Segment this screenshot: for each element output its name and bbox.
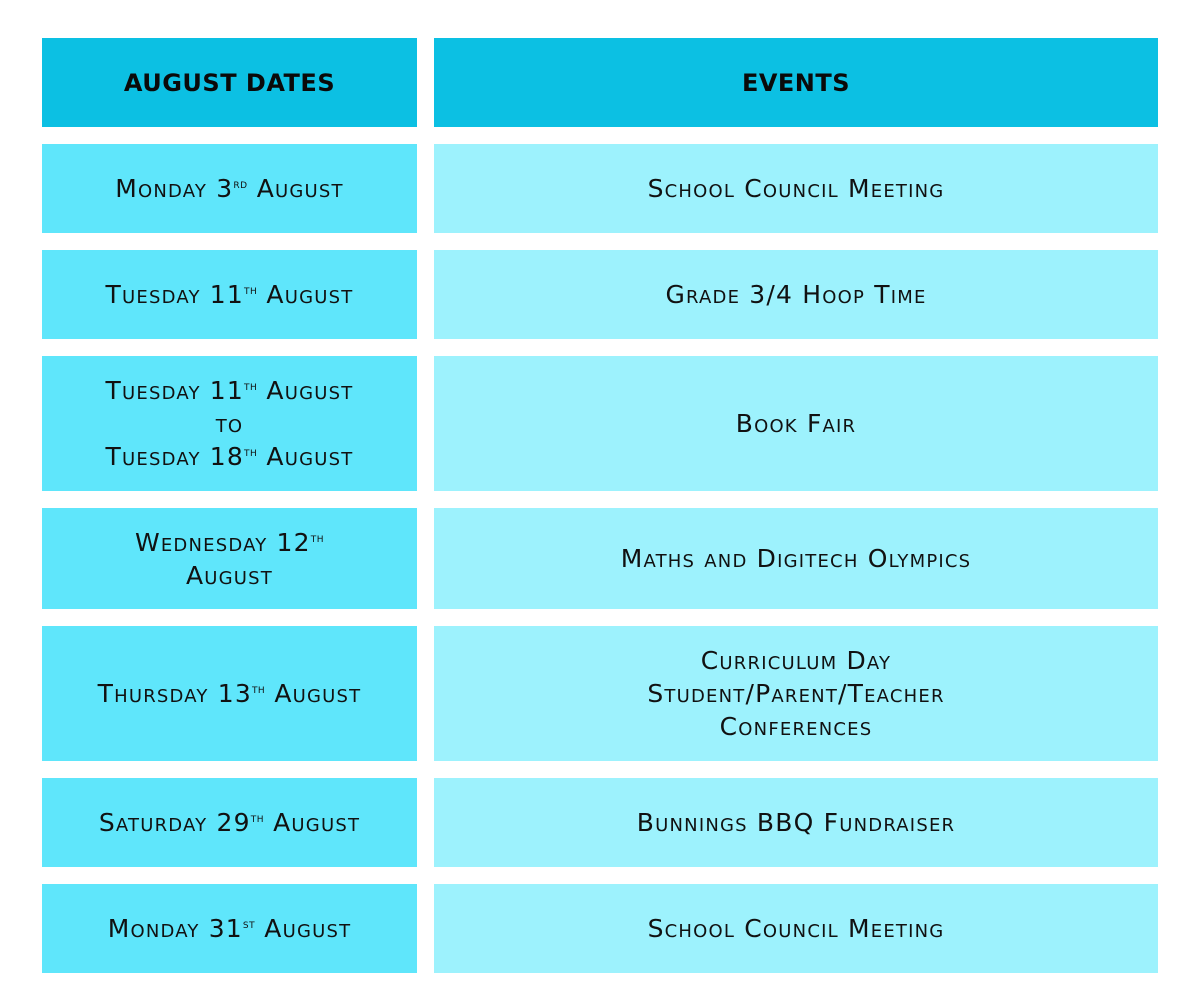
table-row bbox=[42, 626, 1158, 761]
table-header bbox=[42, 38, 1158, 127]
date-cell bbox=[42, 250, 417, 339]
event-line: Student/Parent/Teacher bbox=[647, 679, 945, 708]
event-line: School Council Meeting bbox=[647, 174, 945, 203]
table-row bbox=[42, 778, 1158, 867]
date-cell bbox=[42, 778, 417, 867]
date-cell bbox=[42, 144, 417, 233]
date-cell bbox=[42, 884, 417, 973]
date-cell bbox=[42, 508, 417, 609]
event-cell bbox=[434, 626, 1158, 761]
date-cell bbox=[42, 626, 417, 761]
date-cell bbox=[42, 356, 417, 491]
event-line: Bunnings BBQ Fundraiser bbox=[636, 808, 956, 837]
event-cell bbox=[434, 144, 1158, 233]
header-dates: AUGUST DATES bbox=[42, 38, 417, 127]
table-row bbox=[42, 250, 1158, 339]
date-line: to bbox=[215, 409, 244, 438]
date-line: Tuesday 18th August bbox=[105, 442, 354, 471]
event-cell bbox=[434, 884, 1158, 973]
event-cell bbox=[434, 508, 1158, 609]
event-line: Curriculum Day bbox=[700, 646, 892, 675]
table-row bbox=[42, 356, 1158, 491]
event-cell bbox=[434, 778, 1158, 867]
table-row bbox=[42, 144, 1158, 233]
date-line: Thursday 13th August bbox=[97, 679, 362, 708]
date-line: Tuesday 11th August bbox=[105, 376, 354, 405]
date-line: Wednesday 12th bbox=[134, 527, 325, 557]
event-line: Grade 3/4 Hoop Time bbox=[665, 280, 927, 309]
date-line: Monday 3rd August bbox=[115, 174, 344, 203]
event-line: School Council Meeting bbox=[647, 914, 945, 943]
event-line: Maths and Digitech Olympics bbox=[620, 544, 972, 573]
event-cell bbox=[434, 356, 1158, 491]
date-line: Saturday 29th August bbox=[98, 808, 361, 837]
event-line: Conferences bbox=[719, 712, 873, 741]
table-row bbox=[42, 508, 1158, 609]
date-line: August bbox=[185, 560, 273, 590]
event-cell bbox=[434, 250, 1158, 339]
header-events: EVENTS bbox=[434, 38, 1158, 127]
date-line: Monday 31st August bbox=[107, 914, 352, 943]
events-table bbox=[42, 38, 1158, 990]
date-line: Tuesday 11th August bbox=[105, 280, 354, 309]
event-line: Book Fair bbox=[735, 409, 857, 438]
table-row bbox=[42, 884, 1158, 973]
